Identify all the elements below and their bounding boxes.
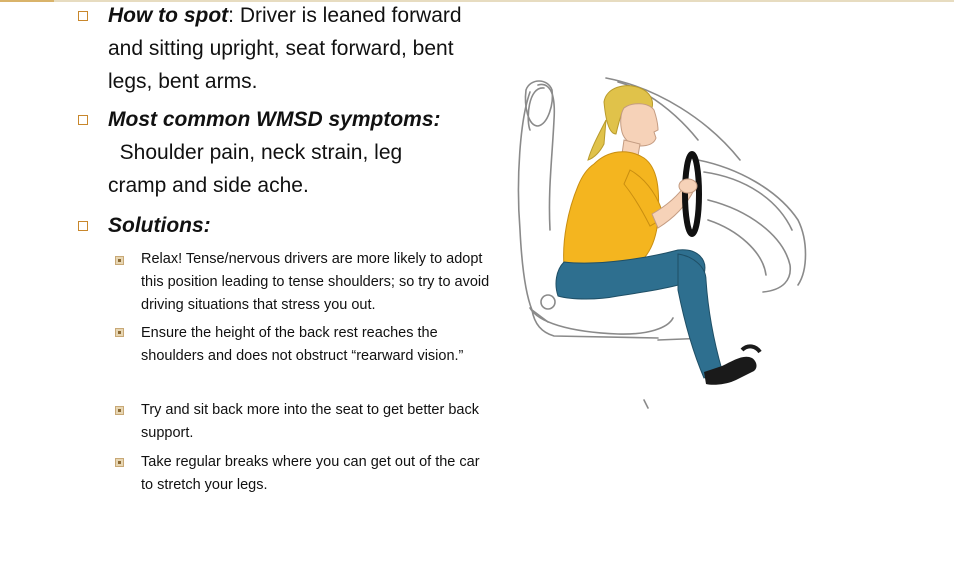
top-accent: [0, 0, 54, 2]
square-bullet-icon: [78, 221, 88, 231]
symptoms-item: [108, 103, 453, 202]
how-to-spot-label: How to spot: [108, 4, 229, 27]
sub-bullet-icon: [115, 328, 124, 337]
square-bullet-icon: [78, 11, 88, 21]
solutions-label: Solutions:: [108, 214, 211, 237]
how-to-spot-item: [108, 0, 468, 98]
symptoms-text: Shoulder pain, neck strain, leg cramp and side ache.: [108, 141, 403, 197]
separator: :: [228, 4, 240, 27]
solution-item: Relax! Tense/nervous drivers are more likely to adopt this position leading to tense shoulders; so try to avoid driving situations that stress you out.: [141, 251, 490, 313]
how-to-spot-text: Driver is leaned forward and sitting upright, seat forward, bent legs, bent arms.: [108, 4, 462, 93]
separator: [108, 141, 120, 164]
solution-item: Take regular breaks where you can get out of the car to stretch your legs.: [141, 454, 480, 493]
symptoms-label: Most common WMSD symptoms:: [108, 108, 441, 131]
square-bullet-icon: [78, 115, 88, 125]
solution-item: Try and sit back more into the seat to get better back support.: [141, 402, 479, 441]
sub-bullet-icon: [115, 256, 124, 265]
driver-illustration: [508, 60, 838, 420]
sub-bullet-icon: [115, 406, 124, 415]
solution-item: Ensure the height of the back rest reaches the shoulders and does not obstruct “rearward vision.”: [141, 325, 464, 364]
solutions-item: [108, 209, 468, 242]
sub-bullet-icon: [115, 458, 124, 467]
